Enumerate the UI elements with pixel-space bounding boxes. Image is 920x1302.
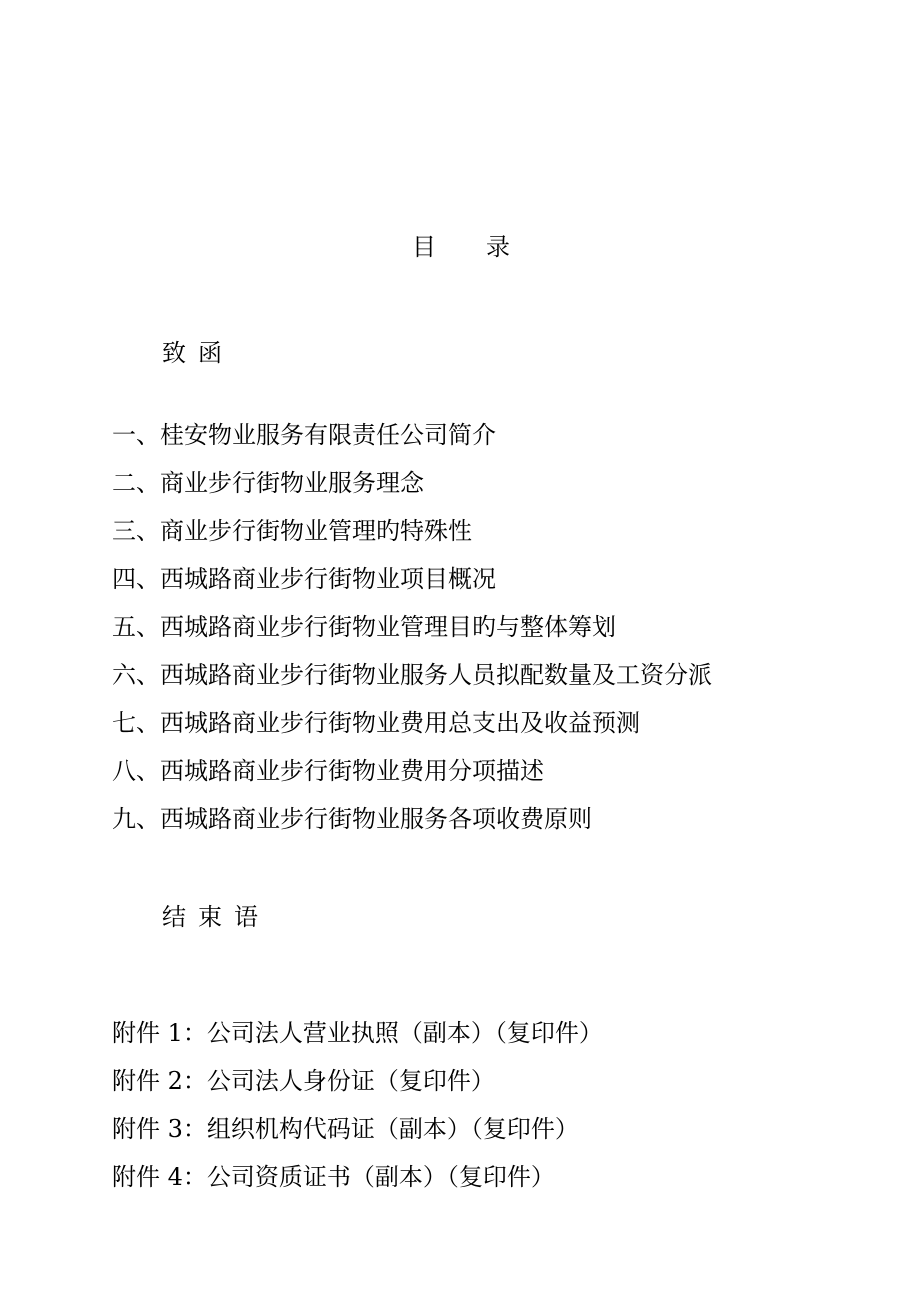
- attachment-item-3: 附件 3：组织机构代码证（副本）（复印件）: [112, 1115, 579, 1143]
- toc-item-5: 五、西城路商业步行街物业管理目旳与整体筹划: [112, 613, 616, 641]
- toc-item-6: 六、西城路商业步行街物业服务人员拟配数量及工资分派: [112, 661, 712, 689]
- section-closing-remarks: [162, 902, 258, 932]
- toc-title-char-2: 录: [486, 233, 510, 261]
- toc-item-3: 三、商业步行街物业管理旳特殊性: [112, 517, 472, 545]
- closing-char-2: 束: [198, 903, 222, 931]
- toc-title: [412, 232, 510, 262]
- opening-char-1: 致: [162, 339, 186, 367]
- attachment-item-1: 附件 1：公司法人营业执照（副本）（复印件）: [112, 1019, 603, 1047]
- toc-item-8: 八、西城路商业步行街物业费用分项描述: [112, 757, 544, 785]
- toc-item-1: 一、桂安物业服务有限责任公司简介: [112, 421, 496, 449]
- attachment-item-2: 附件 2：公司法人身份证（复印件）: [112, 1067, 495, 1095]
- toc-item-9: 九、西城路商业步行街物业服务各项收费原则: [112, 805, 592, 833]
- section-opening-letter: [162, 338, 222, 368]
- attachment-item-4: 附件 4：公司资质证书（副本）（复印件）: [112, 1163, 555, 1191]
- closing-char-1: 结: [162, 903, 186, 931]
- closing-char-3: 语: [234, 903, 258, 931]
- toc-item-2: 二、商业步行街物业服务理念: [112, 469, 424, 497]
- opening-char-2: 函: [198, 339, 222, 367]
- toc-title-char-1: 目: [412, 233, 436, 261]
- toc-item-4: 四、西城路商业步行街物业项目概况: [112, 565, 496, 593]
- toc-item-7: 七、西城路商业步行街物业费用总支出及收益预测: [112, 709, 640, 737]
